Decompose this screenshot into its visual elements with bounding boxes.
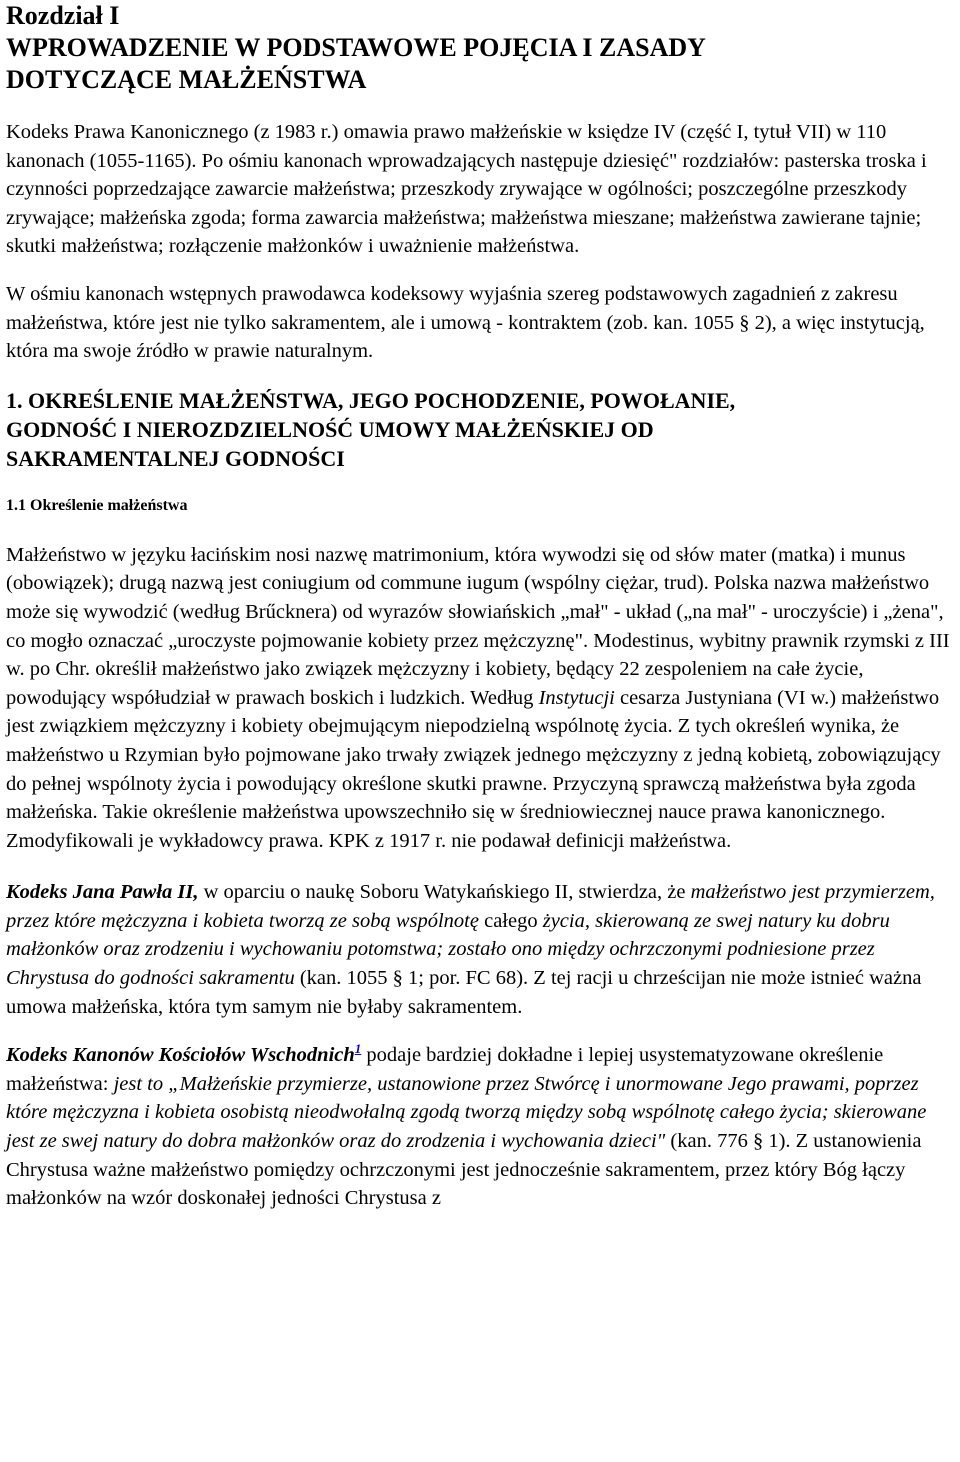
document-page bbox=[6, 0, 956, 1213]
jp2-code-rest: (kan. 1055 § 1; por. FC 68). Z tej racji u chrześcijan nie może istnieć ważna umowa małżeńska, która tym samym nie byłaby sakramentem. bbox=[6, 967, 922, 1018]
jp2-code-quote-b: życia, skierowaną ze swej natury ku dobru małżonków oraz zrodzeniu i wychowaniu potomstwa; zostało ono między ochrzczonymi podniesione przez Chrystusa do godności sakramentu bbox=[6, 909, 890, 990]
jp2-code-word: całego bbox=[478, 909, 543, 932]
eastern-code-rest: (kan. 776 § 1). Z ustanowienia Chrystusa ważne małżeństwo pomiędzy ochrzczonymi jest jednocześnie sakramentem, przez który Bóg łączy małżonków na wzór doskonałej jedności Chrystusa z bbox=[6, 1130, 922, 1210]
intro-paragraph: Kodeks Prawa Kanonicznego (z 1983 r.) omawia prawo małżeńskie w księdze IV (część I, tytuł VII) w 110 kanonach (1055-1165). Po ośmiu kanonach wprowadzających następuje dziesięć" rozdziałów: pasterska troska i czynności poprzedzające zawarcie małżeństwa; przeszkody zrywające w ogólności; poszczególne przeszkody zrywające; małżeńska zgoda; forma zawarcia małżeństwa; małżeństwa mieszane; małżeństwa zawierane tajnie; skutki małżeństwa; rozłączenie małżonków i uważnienie małżeństwa. bbox=[6, 121, 927, 258]
institutions-title: Instytucji bbox=[538, 686, 615, 709]
overview-paragraph: W ośmiu kanonach wstępnych prawodawca kodeksowy wyjaśnia szereg podstawowych zagadnień z zakresu małżeństwa, które jest nie tylko sakramentem, ale i umową - kontraktem (zob. kan. 1055 § 2), a więc instytucją, która ma swoje źródło w prawie naturalnym. bbox=[6, 282, 925, 363]
eastern-code-quote: jest to „Małżeńskie przymierze, ustanowione przez Stwórcę i unormowane Jego prawami, poprzez które mężczyzna i kobieta osobistą nieodwołalną zgodą tworzą między sobą wspólnotę całego życia; skierowane jest ze swej natury do dobra małżonków oraz do zrodzenia i wychowania dzieci" bbox=[6, 1072, 927, 1153]
eastern-code-title: Kodeks Kanonów Kościołów Wschodnich bbox=[6, 1044, 355, 1067]
definition-text-2: cesarza Justyniana (VI w.) małżeństwo jest związkiem mężczyzny i kobiety obejmującym niepodzielną wspólnotę życia. Z tych określeń wynika, że małżeństwo u Rzymian było pojmowane jako trwały związek jednego mężczyzny z jedną kobietą, zobowiązujący do pełnej wspólnoty życia i powodujący określone skutki prawne. Przyczyną sprawczą małżeństwa była zgoda małżeńska. Takie określenie małżeństwa upowszechniło się w średniowiecznej nauce prawa kanonicznego. Zmodyfikowali je wykładowcy prawa. KPK z 1917 r. nie podawał definicji małżeństwa. bbox=[6, 686, 941, 852]
definition-text-1: Małżeństwo w języku łacińskim nosi nazwę matrimonium, która wywodzi się od słów mater (matka) i munus (obowiązek); drugą nazwą jest coniugium od commune iugum (wspólny ciężar, trud). Polska nazwa małżeństwo może się wywodzić (według Brűcknera) od wyrazów słowiańskich „mał" - układ („na mał" - uroczyście) i „żena", co mogło oznaczać „uroczyste pojmowanie kobiety przez mężczyznę". Modestinus, wybitny prawnik rzymski z III w. po Chr. określił małżeństwo jako związek mężczyzny i kobiety, będący 22 zespoleniem na całe życie, powodujący współudział w prawach boskich i ludzkich. Według bbox=[6, 543, 950, 709]
eastern-code-intro: podaje bardziej dokładne i lepiej usystematyzowane określenie małżeństwa: bbox=[6, 1044, 884, 1095]
jp2-code-title: Kodeks Jana Pawła II, bbox=[6, 881, 199, 904]
chapter-title: Rozdział I WPROWADZENIE W PODSTAWOWE POJĘCIA I ZASADY DOTYCZĄCE MAŁŻEŃSTWA bbox=[6, 1, 706, 94]
footnote-link[interactable]: 1 bbox=[354, 1041, 362, 1057]
section-heading: 1. OKREŚLENIE MAŁŻEŃSTWA, JEGO POCHODZENIE, POWOŁANIE, GODNOŚĆ I NIEROZDZIELNOŚĆ UMOWY MAŁŻEŃSKIEJ OD SAKRAMENTALNEJ GODNOŚCI bbox=[6, 387, 736, 471]
jp2-code-paragraph bbox=[6, 878, 956, 1021]
subsection-heading: 1.1 Określenie małżeństwa bbox=[6, 496, 188, 514]
jp2-code-intro: w oparciu o naukę Soboru Watykańskiego II, stwierdza, że bbox=[198, 881, 691, 904]
jp2-code-quote-a: małżeństwo jest przymierzem, przez które mężczyzna i kobieta tworzą ze sobą wspólnotę bbox=[6, 881, 935, 932]
eastern-code-paragraph bbox=[6, 1041, 956, 1213]
definition-paragraph bbox=[6, 541, 956, 856]
